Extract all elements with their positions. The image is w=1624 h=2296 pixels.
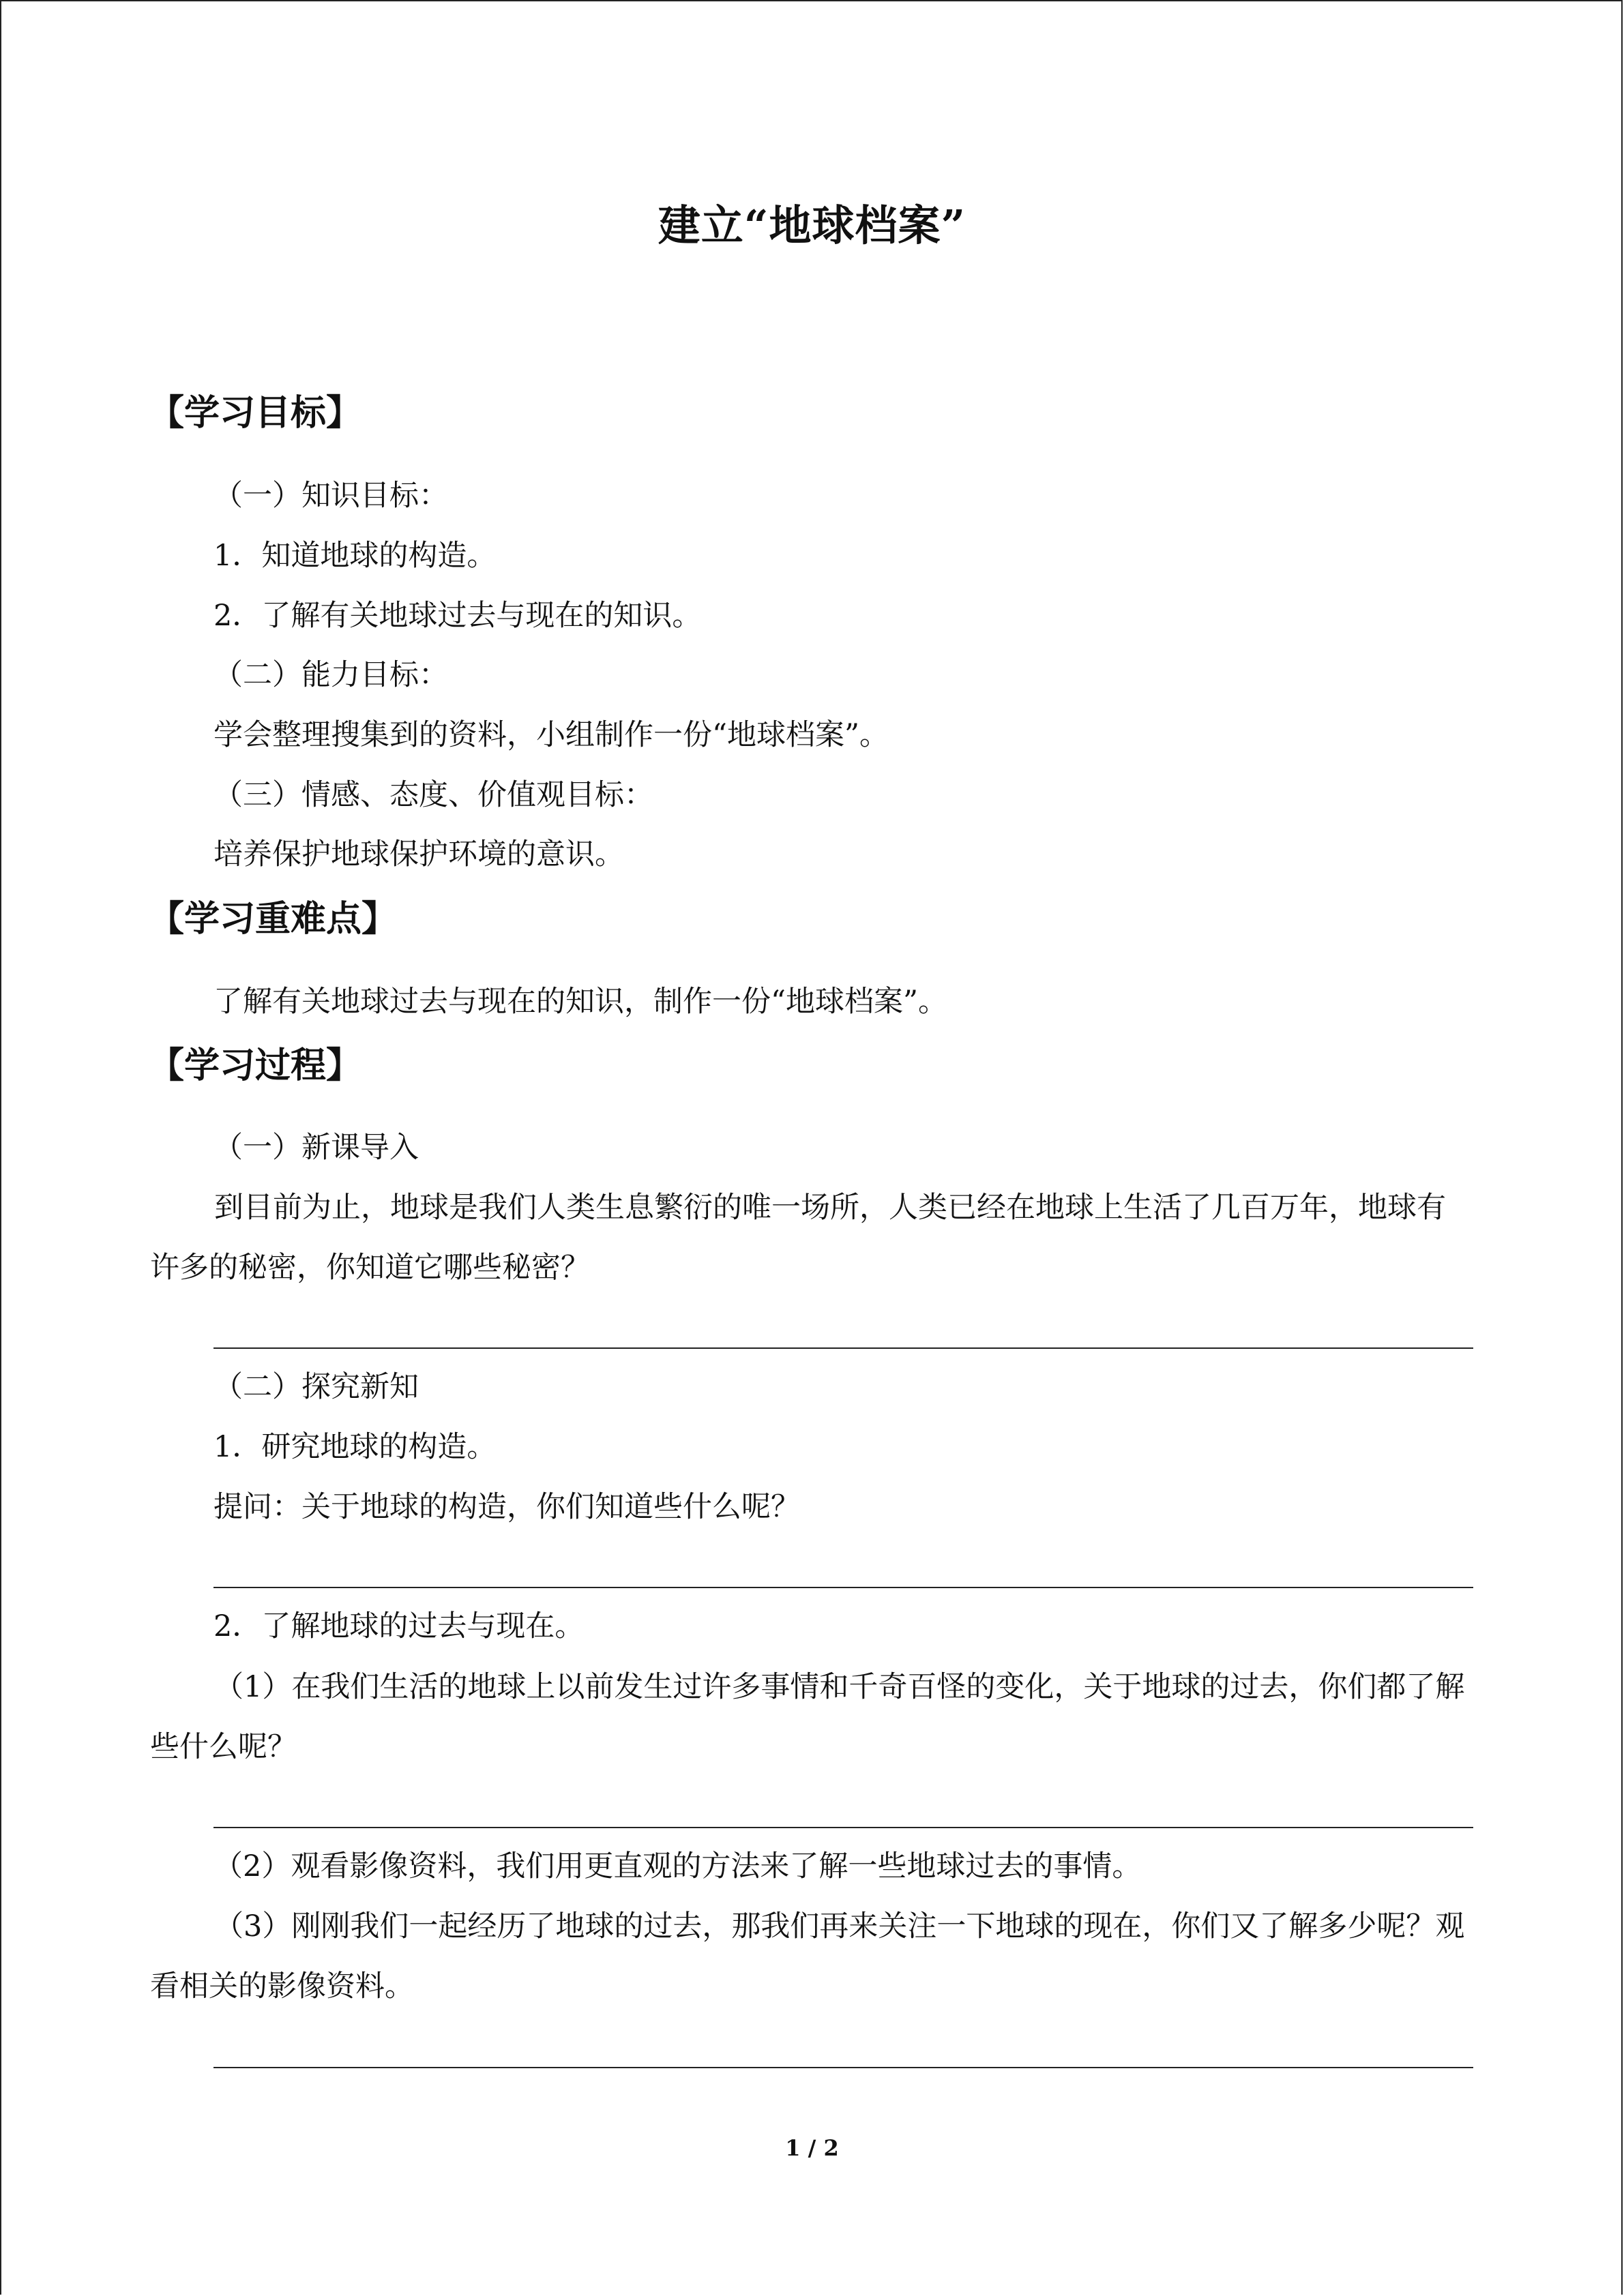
- item1-question: 提问：关于地球的构造，你们知道些什么呢？: [213, 1490, 800, 1524]
- answer-line-1: [213, 1347, 1473, 1349]
- heading-process: 【学习过程】: [149, 1045, 362, 1086]
- item2-title: 2．了解地球的过去与现在。: [213, 1609, 585, 1643]
- answer-line-3: [213, 1827, 1473, 1828]
- heading-objectives: 【学习目标】: [149, 392, 362, 434]
- item2-question-1: （1）在我们生活的地球上以前发生过许多事情和千奇百怪的变化，关于地球的过去，你们都了解些什么呢？: [150, 1670, 1465, 1764]
- emotion-objective-text: 培养保护地球保护环境的意识。: [213, 837, 624, 871]
- knowledge-objective-2: 2．了解有关地球过去与现在的知识。: [213, 599, 702, 633]
- item2-question-2: （2）观看影像资料，我们用更直观的方法来了解一些地球过去的事情。: [213, 1849, 1142, 1883]
- answer-line-4: [213, 2067, 1473, 2068]
- emotion-objective-label: （三）情感、态度、价值观目标：: [213, 778, 653, 812]
- ability-objective-label: （二）能力目标：: [213, 658, 448, 692]
- knowledge-objective-label: （一）知识目标：: [213, 479, 448, 513]
- explore-label: （二）探究新知: [213, 1370, 419, 1404]
- answer-line-2: [213, 1587, 1473, 1588]
- page-title: 建立“地球档案”: [658, 200, 966, 250]
- page-number: 1 / 2: [785, 2135, 839, 2161]
- item2-question-3: （3）刚刚我们一起经历了地球的过去，那我们再来关注一下地球的现在，你们又了解多少呢？观看相关的影像资料。: [150, 1909, 1465, 2003]
- heading-key-points: 【学习重难点】: [149, 898, 398, 940]
- key-points-text: 了解有关地球过去与现在的知识，制作一份“地球档案”。: [213, 985, 947, 1019]
- item1-title: 1．研究地球的构造。: [213, 1430, 497, 1464]
- intro-label: （一）新课导入: [213, 1131, 419, 1165]
- intro-paragraph: 到目前为止，地球是我们人类生息繁衍的唯一场所，人类已经在地球上生活了几百万年，地球有许多的秘密，你知道它哪些秘密？: [150, 1191, 1446, 1285]
- ability-objective-text: 学会整理搜集到的资料，小组制作一份“地球档案”。: [213, 718, 889, 752]
- knowledge-objective-1: 1．知道地球的构造。: [213, 539, 497, 573]
